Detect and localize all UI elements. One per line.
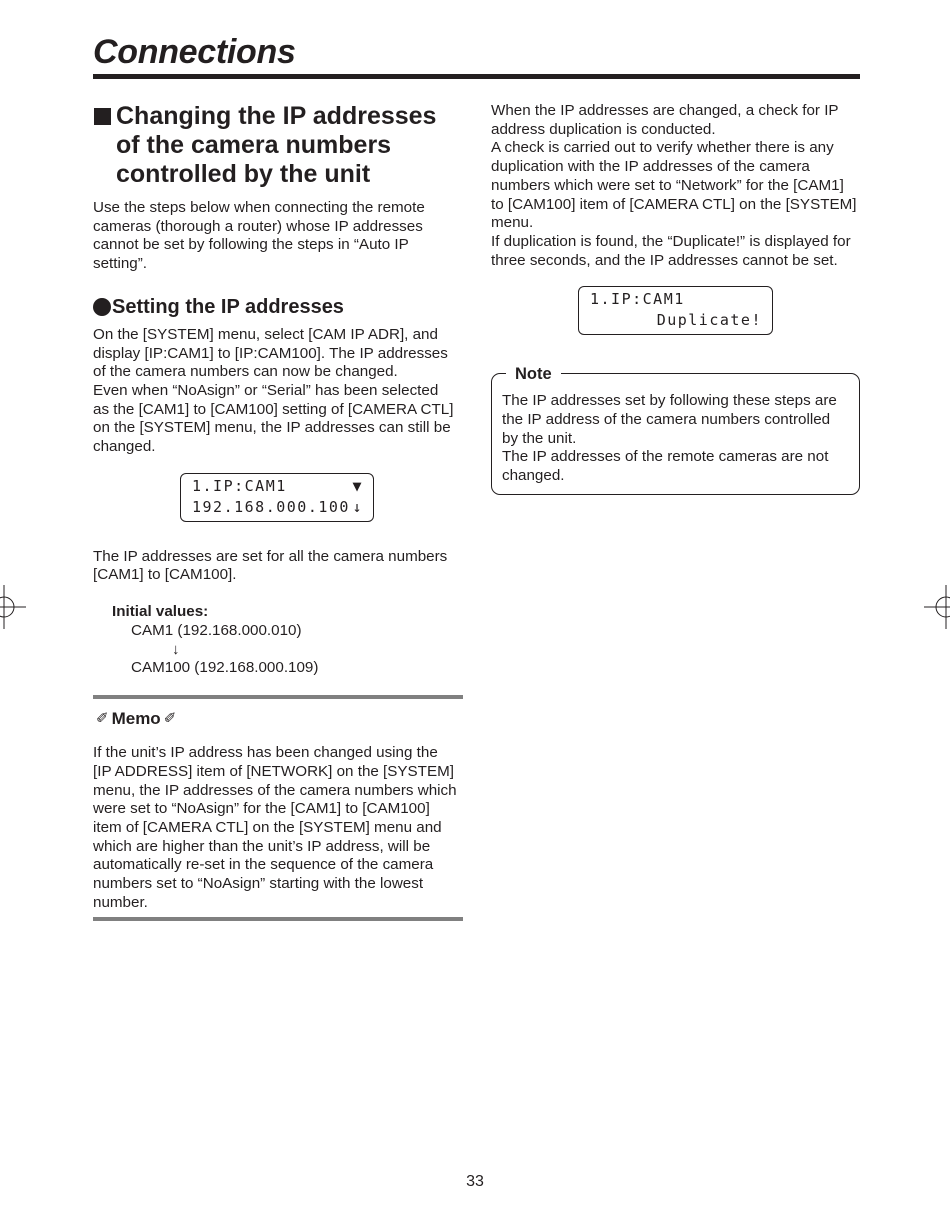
sub-heading [93, 295, 463, 319]
text-line: menu, the IP addresses of the camera numbers which [93, 781, 457, 799]
text-line: display [IP:CAM1] to [IP:CAM100]. The IP addresses [93, 344, 448, 362]
lcd-row [590, 289, 762, 310]
text-line: of the camera numbers can now be changed. [93, 363, 398, 381]
lcd-text: 192.168.000.100 [192, 497, 350, 516]
setting-paragraph [93, 326, 463, 457]
pencil-icon: ✐ [163, 710, 177, 728]
text-line: A check is carried out to verify whether there is any [491, 139, 834, 157]
lcd-display-duplicate [578, 286, 773, 335]
text-line: Use the steps below when connecting the remote [93, 199, 425, 216]
text-line: cannot be set by following the steps in “Auto IP [93, 236, 409, 254]
page-header [93, 30, 860, 79]
text-line: When the IP addresses are changed, a check for IP [491, 102, 839, 119]
section-heading-line: of the camera numbers [116, 131, 392, 159]
text-line: number. [93, 893, 148, 911]
square-bullet-icon [94, 108, 111, 125]
text-line: numbers set to “NoAsign” starting with the lowest [93, 875, 424, 893]
text-line: changed. [502, 467, 565, 485]
text-line: The IP addresses are set for all the camera numbers [93, 547, 448, 565]
text-line: duplication with the IP addresses of the camera [491, 158, 810, 176]
right-column [491, 102, 860, 495]
text-line: If duplication is found, the “Duplicate!” is displayed for [491, 232, 851, 250]
initial-value-first: CAM1 (192.168.000.010) [131, 621, 302, 639]
text-line: On the [SYSTEM] menu, select [CAM IP ADR], and [93, 325, 438, 343]
sub-heading-text: Setting the IP addresses [112, 295, 344, 318]
down-triangle-icon: ▼ [352, 476, 363, 495]
section-heading [93, 102, 463, 189]
memo-heading [93, 709, 463, 729]
left-column [93, 102, 463, 921]
initial-value-last: CAM100 (192.168.000.109) [131, 658, 319, 676]
section-heading-line: Changing the IP addresses [116, 102, 437, 130]
lcd-row [590, 310, 762, 331]
text-line: address duplication is conducted. [491, 120, 716, 138]
page-number: 33 [466, 1173, 484, 1190]
memo-bottom-rule [93, 917, 463, 921]
intro-paragraph [93, 199, 463, 274]
memo-text [93, 744, 463, 912]
text-line: numbers which were set to “Network” for the [CAM1] [491, 176, 844, 194]
page-title: Connections [93, 33, 296, 71]
text-line: The IP addresses of the remote cameras are not [502, 448, 829, 466]
down-arrow-icon: ↓ [352, 497, 363, 516]
text-line: menu. [491, 214, 534, 232]
set-for-all-paragraph [93, 548, 463, 585]
memo-top-rule [93, 695, 463, 699]
note-title: Note [506, 364, 561, 384]
text-line: cameras (thorough a router) whose IP addresses [93, 217, 423, 235]
text-line: as the [CAM1] to [CAM100] setting of [CAMERA CTL] [93, 400, 454, 418]
text-line: to [CAM100] item of [CAMERA CTL] on the [SYSTEM] [491, 195, 857, 213]
memo-title: Memo [111, 709, 161, 729]
lcd-text: Duplicate! [656, 311, 762, 330]
text-line: If the unit’s IP address has been changed using the [93, 744, 438, 762]
lcd-display-ip [180, 473, 374, 522]
lcd-text: 1.IP:CAM1 [590, 290, 685, 309]
section-heading-line: controlled by the unit [116, 160, 371, 188]
text-line: on the [SYSTEM] menu, the IP addresses can still be [93, 419, 451, 437]
header-rule [93, 74, 860, 79]
text-line: were set to “NoAsign” for the [CAM1] to [CAM100] [93, 800, 430, 818]
text-line: automatically re-set in the sequence of the camera [93, 856, 434, 874]
registration-mark-icon [0, 585, 26, 629]
note-box [491, 365, 860, 495]
duplication-paragraph [491, 102, 860, 270]
circle-bullet-icon [93, 298, 111, 316]
text-line: [IP ADDRESS] item of [NETWORK] on the [SYSTEM] [93, 762, 454, 780]
text-line: changed. [93, 438, 156, 456]
text-line: three seconds, and the IP addresses cannot be set. [491, 251, 838, 269]
lcd-row [192, 497, 363, 518]
text-line: which are higher than the unit’s IP address, will be [93, 837, 431, 855]
initial-values [112, 603, 463, 677]
text-line: [CAM1] to [CAM100]. [93, 566, 237, 584]
text-line: Even when “NoAsign” or “Serial” has been selected [93, 381, 439, 399]
lcd-row [192, 476, 363, 497]
registration-mark-icon [924, 585, 950, 629]
text-line: the IP address of the camera numbers controlled [502, 411, 831, 429]
pencil-icon: ✐ [96, 710, 109, 728]
text-line: item of [CAMERA CTL] on the [SYSTEM] menu and [93, 819, 442, 837]
down-arrow-icon: ↓ [172, 640, 180, 658]
note-text [502, 392, 849, 486]
lcd-text: 1.IP:CAM1 [192, 476, 287, 495]
text-line: setting”. [93, 255, 148, 273]
initial-values-label: Initial values: [112, 603, 209, 621]
text-line: The IP addresses set by following these steps are [502, 392, 837, 410]
text-line: by the unit. [502, 429, 577, 447]
